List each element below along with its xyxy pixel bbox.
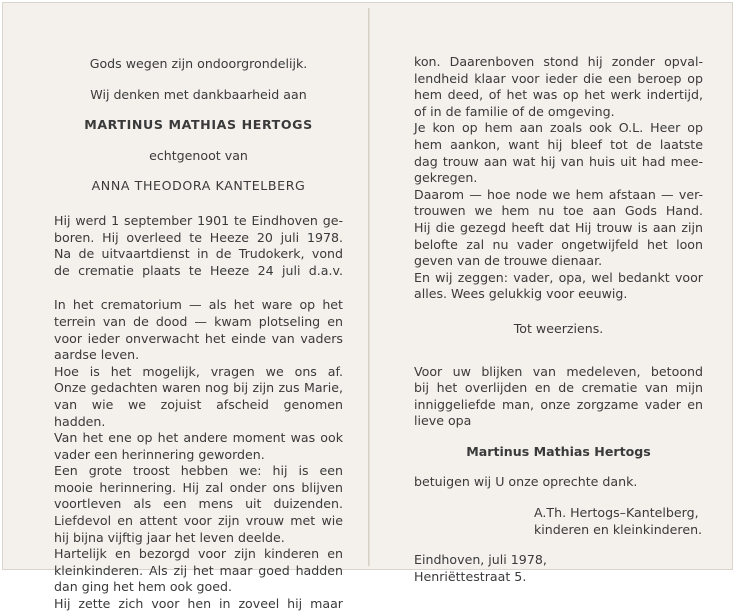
name-line: Martinus Mathias Hertogs: [466, 443, 651, 459]
thanks-closing: betuigen wij U onze oprechte dank.: [414, 474, 638, 490]
body-line: voortleven als een mens uit duizenden.: [54, 496, 343, 512]
body-line: Een grote troost hebben we: hij is een: [54, 463, 343, 479]
body-line: En wij zeggen: vader, opa, wel bedankt voor: [414, 269, 703, 285]
spouse-of-label: echtgenoot van: [149, 147, 248, 163]
body-line: of in de familie of de omgeving.: [414, 103, 615, 119]
body-line: mooie herinnering. Hij zal onder ons blijven: [54, 479, 343, 495]
intro-line-2: Wij denken met dankbaarheid aan: [90, 86, 307, 102]
bio-line: Hij werd 1 september 1901 te Eindhoven ge-: [54, 212, 343, 228]
signature-line-2: kinderen en kleinkinderen.: [534, 521, 703, 537]
body-line: In het crematorium — als het ware op het: [54, 297, 343, 313]
body-line: hij bijna vijftig jaar het leven deelde.: [54, 529, 285, 545]
spouse-name: ANNA THEODORA KANTELBERG: [91, 178, 306, 194]
body-line: lendheid klaar voor ieder die een beroep op: [414, 70, 703, 86]
body-line: hem aankon, want hij bleef tot de laatste: [414, 136, 703, 152]
body-line: kleinkinderen. Als zij het maar goed hadden: [54, 562, 343, 578]
body-line: Liefdevol en attent voor zijn vrouw met wie: [54, 513, 343, 529]
body-line: gekregen.: [414, 170, 478, 186]
body-line: vader een herinnering geworden.: [54, 446, 265, 462]
thanks-line: Voor uw blijken van medeleven, betoond: [414, 363, 703, 379]
body-line: Hoe is het mogelijk, vragen we ons af.: [54, 363, 343, 379]
right-page: [414, 54, 703, 585]
body-line: belofte zal nu vader ongetwijfeld het loon: [414, 236, 703, 252]
body-line: dag trouw aan wat hij van huis uit had mee-: [414, 153, 703, 169]
body-line: Hij die gezegd heeft dat Hij trouw is aan zijn: [414, 219, 703, 235]
thanks-line: lieve opa: [414, 413, 472, 429]
body-line: geven van de trouwe dienaar.: [414, 253, 603, 269]
body-line: kon. Daarenboven stond hij zonder opval-: [414, 54, 703, 69]
thanks-line: bij het overlijden en de crematie van mijn: [414, 380, 703, 396]
center-fold: [368, 8, 370, 566]
body-line: Onze gedachten waren nog bij zijn zus Marie,: [54, 380, 343, 396]
body-line: Hij zette zich voor hen in zoveel hij maar: [54, 596, 343, 612]
farewell-line: Tot weerziens.: [513, 320, 604, 336]
thanks-line: inniggeliefde man, onze zorgzame vader en: [414, 396, 703, 412]
address: Henriëttestraat 5.: [414, 568, 527, 584]
body-line: trouwen we hem nu toe aan Gods Hand.: [414, 203, 703, 219]
body-line: hem deed, of het was op het werk indertijd,: [414, 87, 703, 103]
place-date: Eindhoven, juli 1978,: [414, 552, 547, 568]
body-line: Daarom — hoe node we hem afstaan — ver-: [414, 186, 703, 202]
bio-line: boren. Hij overleed te Heeze 20 juli 1978.: [54, 229, 343, 245]
body-line: Je kon op hem aan zoals ook O.L. Heer op: [414, 120, 703, 136]
body-line: terrein van de dood — kwam plotseling en: [54, 313, 343, 329]
signature-line-1: A.Th. Hertogs–Kantelberg,: [534, 505, 699, 521]
body-line: van wie we zojuist afscheid genomen hadden.: [54, 396, 343, 429]
bio-line: Na de uitvaartdienst in de Trudokerk, vond: [54, 246, 343, 262]
bio-line: de crematie plaats te Heeze 24 juli d.a.v.: [54, 262, 343, 278]
deceased-name: MARTINUS MATHIAS HERTOGS: [84, 117, 313, 133]
body-line: aardse leven.: [54, 347, 140, 363]
body-line: dan ging het hem ook goed.: [54, 579, 232, 595]
memorial-card: [2, 2, 733, 612]
body-line: Hartelijk en bezorgd voor zijn kinderen en: [54, 546, 343, 562]
body-line: voor ieder onverwacht het einde van vaders: [54, 330, 343, 346]
body-line: alles. Wees gelukkig voor eeuwig.: [414, 286, 628, 302]
body-line: Van het ene op het andere moment was ook: [54, 430, 343, 446]
left-page: [54, 56, 343, 613]
intro-line-1: Gods wegen zijn ondoorgrondelijk.: [89, 56, 308, 71]
